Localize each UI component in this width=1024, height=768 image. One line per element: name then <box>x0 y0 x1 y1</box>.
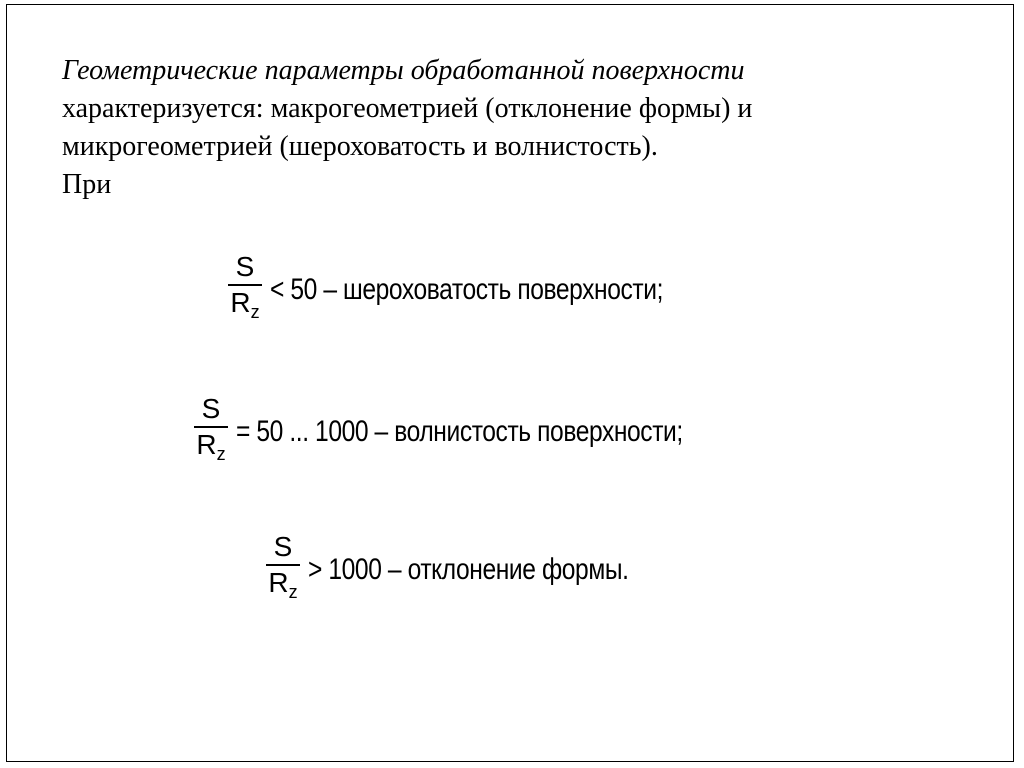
fraction <box>266 530 300 609</box>
denominator-base: R <box>230 287 251 318</box>
fraction <box>194 392 228 471</box>
fraction-numerator: S <box>201 393 221 424</box>
fraction-numerator: S <box>235 251 255 282</box>
intro-line-3: микрогеометрией (шероховатость и волнистость). <box>62 131 658 162</box>
formula-expression: < 50 – шероховатость поверхности; <box>270 272 664 306</box>
formula-expression: = 50 ... 1000 – волнистость поверхности; <box>236 414 683 448</box>
denominator-base: R <box>268 567 289 598</box>
fraction-denominator <box>266 566 299 609</box>
fraction-numerator: S <box>273 531 293 562</box>
denominator-subscript: z <box>288 582 298 602</box>
formula-expression: > 1000 – отклонение формы. <box>308 552 629 586</box>
denominator-base: R <box>196 429 217 460</box>
denominator-subscript: z <box>250 302 260 322</box>
formula-waviness <box>194 392 781 471</box>
denominator-subscript: z <box>216 444 226 464</box>
formula-form-deviation <box>266 530 699 609</box>
intro-line-4: При <box>62 169 112 200</box>
formula-roughness <box>228 250 749 329</box>
intro-lead: Геометрические параметры обработанной поверхности <box>62 55 745 86</box>
intro-paragraph <box>62 52 962 204</box>
fraction <box>228 250 262 329</box>
fraction-denominator <box>194 428 227 471</box>
intro-line-2: характеризуется: макрогеометрией (отклонение формы) и <box>62 93 753 124</box>
fraction-denominator <box>228 286 261 329</box>
